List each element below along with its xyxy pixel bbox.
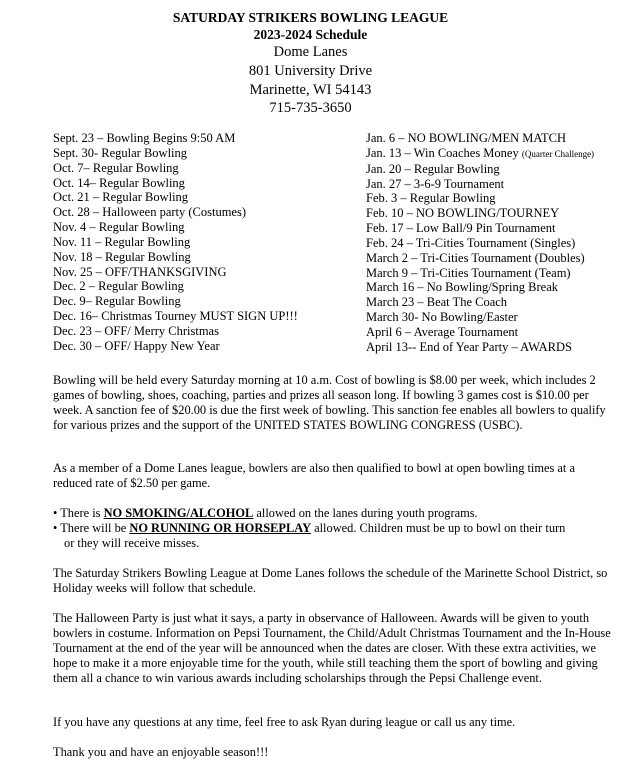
- schedule-item: Jan. 27 – 3-6-9 Tournament: [366, 176, 505, 191]
- rule-bullet-text: • There is: [53, 506, 104, 520]
- schedule-item: March 30- No Bowling/Easter: [366, 310, 518, 325]
- schedule-item: Oct. 7– Regular Bowling: [53, 160, 179, 175]
- schedule-item: Dec. 2 – Regular Bowling: [53, 279, 184, 294]
- rule-bullet-text: • There will be: [53, 521, 130, 535]
- schedule-item: Nov. 25 – OFF/THANKSGIVING: [53, 264, 227, 279]
- schedule-item: March 9 – Tri-Cities Tournament (Team): [366, 265, 571, 280]
- halloween-paragraph: The Halloween Party is just what it says, a party in observance of Halloween. Awards will be given to youth bowlers in costume. Information on Pepsi Tournament, the Child/Adult Christmas Tournament and the In-House Tournament at the end of the year will be announced when the dates are closer. With these extra activities, we hope to make it a more enjoyable time for the youth, while still teaching them the sport of bowling and giving them all a chance to win various awards including scholarships through the Pepsi Challenge event.: [53, 611, 611, 685]
- membership-paragraph: As a member of a Dome Lanes league, bowlers are also then qualified to bowl at open bowling times at a reduced rate of $2.50 per game.: [53, 461, 575, 490]
- questions-paragraph: If you have any questions at any time, feel free to ask Ryan during league or call us any time.: [53, 715, 516, 729]
- venue-phone: 715-735-3650: [269, 100, 352, 116]
- schedule-item: Nov. 4 – Regular Bowling: [53, 220, 185, 235]
- schedule-item: March 16 – No Bowling/Spring Break: [366, 280, 558, 295]
- schedule-left-column: [53, 131, 298, 354]
- rule-emphasis: NO RUNNING OR HORSEPLAY: [129, 521, 312, 535]
- schedule-item: Dec. 30 – OFF/ Happy New Year: [53, 338, 220, 353]
- rule-emphasis: NO SMOKING/ALCOHOL: [103, 506, 254, 520]
- schedule-item: Feb. 17 – Low Ball/9 Pin Tournament: [366, 221, 556, 236]
- school-schedule-paragraph: The Saturday Strikers Bowling League at Dome Lanes follows the schedule of the Marinette School District, so Holiday weeks will follow that schedule.: [53, 566, 608, 595]
- schedule-item: March 23 – Beat The Coach: [366, 295, 508, 310]
- schedule-item: Jan. 6 – NO BOWLING/MEN MATCH: [366, 131, 566, 145]
- schedule-item: Sept. 30- Regular Bowling: [53, 145, 188, 160]
- schedule-item: April 6 – Average Tournament: [366, 324, 519, 339]
- schedule-item: Dec. 9– Regular Bowling: [53, 294, 181, 309]
- schedule-item: Nov. 18 – Regular Bowling: [53, 249, 191, 264]
- schedule-item: Nov. 11 – Regular Bowling: [53, 234, 191, 249]
- schedule-item: Oct. 14– Regular Bowling: [53, 175, 185, 190]
- fees-paragraph: Bowling will be held every Saturday morning at 10 a.m. Cost of bowling is $8.00 per week, which includes 2 games of bowling, shoes, coaching, parties and prizes all season long. If bowling 3 games cost is $10.00 per week. A sanction fee of $20.00 is due the first week of bowling. This sanction fee enables all bowlers to qualify for various prizes and the support of the UNITED STATES BOWLING CONGRESS (USBC).: [53, 373, 606, 432]
- schedule-item: Feb. 24 – Tri-Cities Tournament (Singles): [366, 235, 576, 250]
- rule-continuation: or they will receive misses.: [64, 536, 200, 550]
- quarter-challenge-note: (Quarter Challenge): [521, 148, 595, 159]
- schedule-item: Dec. 23 – OFF/ Merry Christmas: [53, 323, 219, 338]
- venue-street: 801 University Drive: [248, 63, 373, 79]
- schedule-item: Feb. 3 – Regular Bowling: [366, 191, 496, 206]
- schedule-item-with-note: [366, 146, 594, 162]
- rule-text: allowed. Children must be up to bowl on their turn: [311, 521, 566, 535]
- schedule-item: Feb. 10 – NO BOWLING/TOURNEY: [366, 206, 560, 221]
- schedule-item: April 13-- End of Year Party – AWARDS: [366, 339, 572, 354]
- schedule-item: Dec. 16– Christmas Tourney MUST SIGN UP!!!: [53, 309, 298, 324]
- schedule-item: Sept. 23 – Bowling Begins 9:50 AM: [53, 131, 236, 145]
- schedule-item: Oct. 28 – Halloween party (Costumes): [53, 205, 247, 220]
- schedule-right-column: [366, 131, 594, 355]
- rule-text: allowed on the lanes during youth programs.: [253, 506, 478, 520]
- venue-city: Marinette, WI 54143: [249, 82, 372, 98]
- rule-no-smoking: [53, 506, 613, 521]
- league-title: SATURDAY STRIKERS BOWLING LEAGUE: [172, 10, 449, 25]
- schedule-item: Jan. 20 – Regular Bowling: [366, 161, 500, 176]
- venue-name: Dome Lanes: [273, 44, 348, 60]
- rule-no-running: [53, 521, 613, 551]
- schedule-item: March 2 – Tri-Cities Tournament (Doubles): [366, 250, 585, 265]
- schedule-item-text: Jan. 13 – Win Coaches Money: [366, 145, 519, 160]
- schedule-subtitle: 2023-2024 Schedule: [253, 27, 368, 42]
- closing-line: Thank you and have an enjoyable season!!!: [53, 745, 269, 759]
- schedule-item: Oct. 21 – Regular Bowling: [53, 190, 189, 205]
